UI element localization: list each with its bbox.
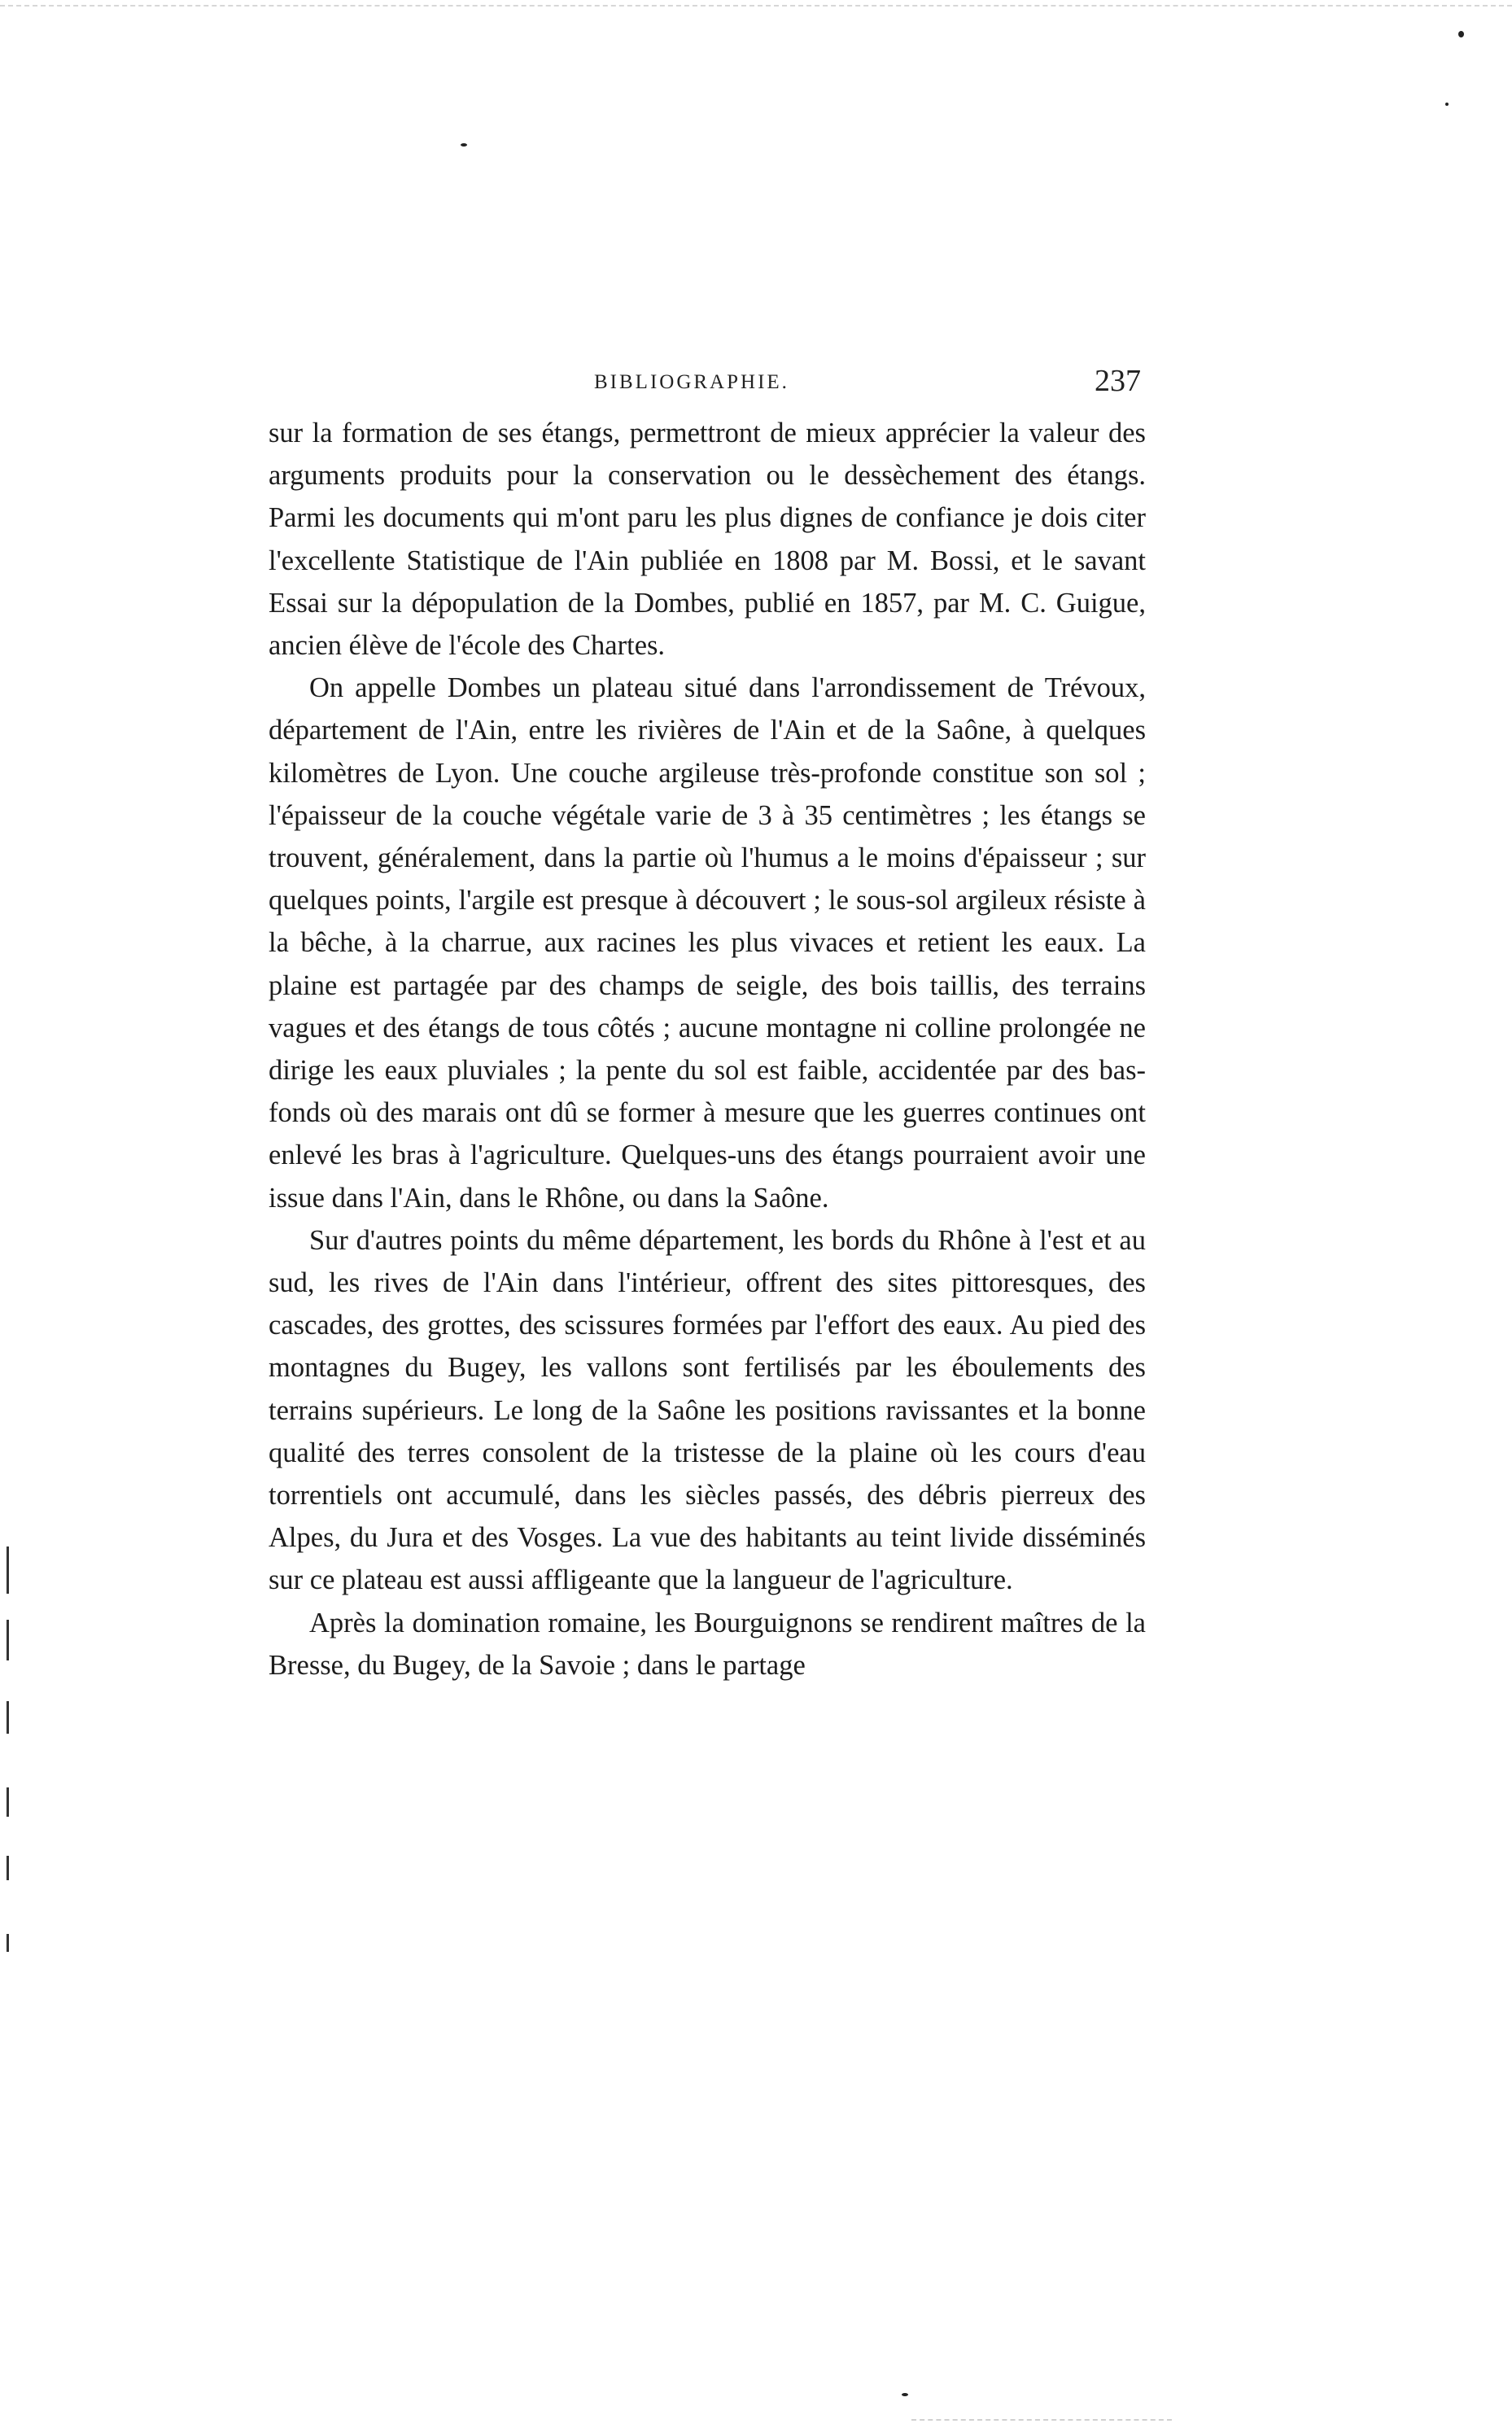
running-title: BIBLIOGRAPHIE. — [594, 371, 789, 393]
margin-mark — [7, 1787, 9, 1817]
running-head — [269, 363, 1141, 404]
scan-speck — [1458, 31, 1464, 37]
scan-speck — [1445, 103, 1449, 106]
page-number: 237 — [1095, 364, 1141, 398]
body-text — [269, 412, 1146, 1686]
margin-mark — [7, 1620, 9, 1660]
margin-mark — [7, 1856, 9, 1880]
paragraph: sur la formation de ses étangs, permettront de mieux apprécier la valeur des arguments produits pour la conservation ou le dessèchement des étangs. Parmi les documents qui m'ont paru les plus dignes de confiance je dois citer l'excellente Statistique de l'Ain publiée en 1808 par M. Bossi, et le savant Essai sur la dépopulation de la Dombes, publié en 1857, par M. C. Guigue, ancien élève de l'école des Chartes. — [269, 418, 1146, 662]
paragraph: Après la domination romaine, les Bourguignons se rendirent maîtres de la Bresse, du Bugey, de la Savoie ; dans le partage — [269, 1607, 1146, 1681]
margin-mark — [7, 1546, 9, 1594]
paragraph: On appelle Dombes un plateau situé dans l'arrondissement de Trévoux, département de l'Ain, entre les rivières de l'Ain et de la Saône, à quelques kilomètres de Lyon. Une couche argileuse très-profonde constitue son sol ; l'épaisseur de la couche végétale varie de 3 à 35 centimètres ; les étangs se trouvent, généralement, dans la partie où l'humus a le moins d'épaisseur ; sur quelques points, l'argile est presque à découvert ; le sous-sol argileux résiste à la bêche, à la charrue, aux racines les plus vivaces et retient les eaux. La plaine est partagée par des champs de seigle, des bois taillis, des terrains vagues et des étangs de tous côtés ; aucune montagne ni colline prolongée ne dirige les eaux pluviales ; la pente du sol est faible, accidentée par des bas-fonds où des marais ont dû se former à mesure que les guerres continues ont enlevé les bras à l'agriculture. Quelques-uns des étangs pourraient avoir une issue dans l'Ain, dans le Rhône, ou dans la Saône. — [269, 672, 1146, 1214]
margin-mark — [7, 1701, 9, 1734]
scan-speck — [461, 143, 467, 147]
scan-speck — [902, 2393, 908, 2396]
margin-mark — [7, 1934, 9, 1952]
scan-top-edge — [0, 5, 1512, 7]
paragraph: Sur d'autres points du même département, les bords du Rhône à l'est et au sud, les rives de l'Ain dans l'intérieur, offrent des sites pittoresques, des cascades, des grottes, des scissures formées par l'effort des eaux. Au pied des montagnes du Bugey, les vallons sont fertilisés par les éboulements des terrains supérieurs. Le long de la Saône les positions ravissantes et la bonne qualité des terres consolent de la tristesse de la plaine où les cours d'eau torrentiels ont accumulé, dans les siècles passés, des débris pierreux des Alpes, du Jura et des Vosges. La vue des habitants au teint livide disséminés sur ce plateau est aussi affligeante que la langueur de l'agriculture. — [269, 1224, 1146, 1596]
scan-bottom-edge — [911, 2419, 1172, 2421]
